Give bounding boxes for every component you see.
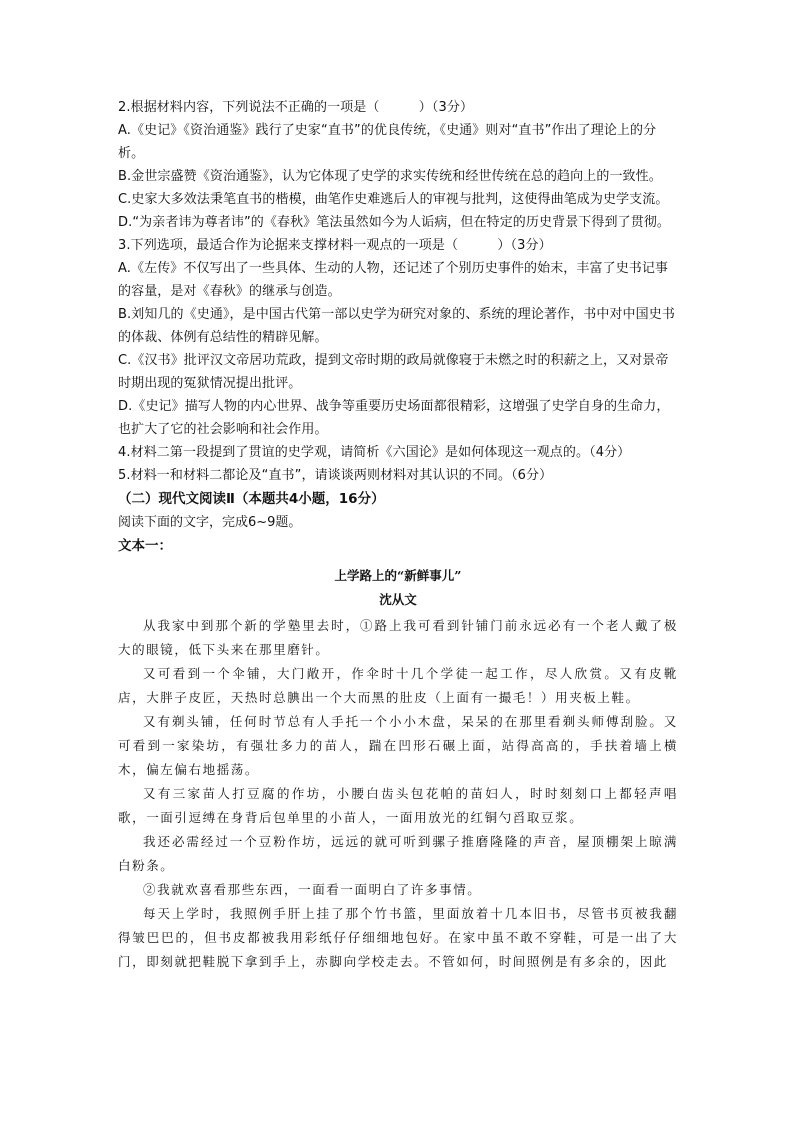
article-paragraph: 又有剃头铺，任何时节总有人手托一个小小木盘，呆呆的在那里看剃头师傅刮脸。又可看到一家染坊，有强壮多力的苗人，踹在凹形石碾上面，站得高高的，手扶着墙上横木，偏左偏右地摇荡。: [118, 714, 678, 777]
question-stem: 2.根据材料内容，下列说法不正确的一项是（ ）（3分）: [118, 100, 474, 115]
option-c: C.《汉书》批评汉文帝居功荒政，提到文帝时期的政局就像寝于未燃之时的积薪之上，又对景帝时期出现的冤狱情况提出批评。: [118, 353, 669, 391]
article-author: 沈从文: [379, 592, 417, 607]
article-paragraph: 又可看到一个伞铺，大门敞开，作伞时十几个学徒一起工作，尽人欣赏。又有皮靴店，大胖子皮匠，天热时总腆出一个大而黑的肚皮（上面有一撮毛！）用夹板上鞋。: [118, 666, 678, 705]
reading-instruction: 阅读下面的文字，完成6~9题。: [118, 515, 302, 530]
article-title: 上学路上的“新鲜事儿”: [334, 568, 462, 583]
option-b: B.刘知几的《史通》，是中国古代第一部以史学为研究对象的、系统的理论著作，书中对中国史书的体裁、体例有总结性的精辟见解。: [118, 307, 675, 345]
option-a: A.《史记》《资治通鉴》践行了史家“直书”的优良传统，《史通》则对“直书”作出了理论上的分析。: [118, 123, 657, 161]
question-4: 4.材料二第一段提到了贯谊的史学观，请简析《六国论》是如何体现这一观点的。（4分）: [118, 445, 631, 460]
question-stem: 3.下列选项，最适合作为论据来支撑材料一观点的一项是（ ）（3分）: [118, 238, 552, 253]
section-heading: （二）现代文阅读Ⅱ（本题共4小题，16分）: [118, 491, 385, 507]
article: [118, 564, 678, 974]
article-paragraph: 从我家中到那个新的学塾里去时，①路上我可看到针铺门前永远必有一个老人戴了极大的眼镜，低下头来在那里磨针。: [118, 618, 678, 657]
text-label: 文本一：: [118, 538, 172, 554]
option-a: A.《左传》不仅写出了一些具体、生动的人物，还记述了个别历史事件的始末，丰富了史书记事的容量，是对《春秋》的继承与创造。: [118, 261, 669, 299]
article-paragraph: 每天上学时，我照例手肝上挂了那个竹书篮，里面放着十几本旧书，尽管书页被我翻得皱巴巴的，但书皮都被我用彩纸仔仔细细地包好。在家中虽不敢不穿鞋，可是一出了大门，即刻就把鞋脱下拿到手上，赤脚向学校走去。不管如何，时间照例是有多余的，因此: [118, 906, 678, 969]
option-d: D.“为亲者讳为尊者讳”的《春秋》笔法虽然如今为人诟病，但在特定的历史背景下得到了贯彻。: [118, 215, 671, 230]
question-5: 5.材料一和材料二都论及“直书”，请谈谈两则材料对其认识的不同。（6分）: [118, 468, 553, 483]
option-c: C.史家大多效法秉笔直书的楷模，曲笔作史难逃后人的审视与批判，这使得曲笔成为史学支流。: [118, 192, 669, 207]
option-d: D.《史记》描写人物的内心世界、战争等重要历史场面都很精彩，这增强了史学自身的生命力，也扩大了它的社会影响和社会作用。: [118, 399, 670, 437]
article-paragraph: 我还必需经过一个豆粉作坊，远远的就可听到骡子推磨隆隆的声音，屋顶棚架上晾满白粉条。: [118, 834, 678, 873]
option-b: B.金世宗盛赞《资治通鉴》，认为它体现了史学的求实传统和经世传统在总的趋向上的一致性。: [118, 169, 662, 184]
article-paragraph: 又有三家苗人打豆腐的作坊，小腰白齿头包花帕的苗妇人，时时刻刻口上都轻声唱歌，一面引逗缚在身背后包单里的小苗人，一面用放光的红铜勺舀取豆浆。: [118, 786, 678, 825]
question-3: [118, 234, 678, 441]
document-page: [118, 96, 678, 974]
article-paragraph: ②我就欢喜看那些东西，一面看一面明白了许多事情。: [143, 882, 482, 897]
question-2: [118, 96, 678, 234]
